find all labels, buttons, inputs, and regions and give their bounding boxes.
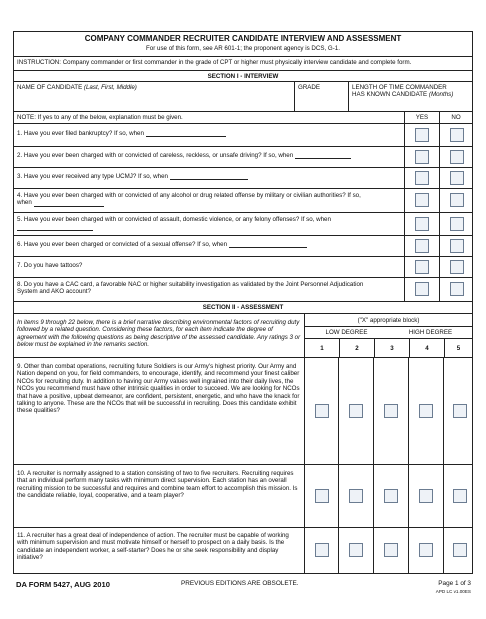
- section-1-heading: SECTION I - INTERVIEW: [14, 71, 472, 82]
- item-10-rating-3[interactable]: [384, 489, 398, 503]
- question-8-text: 8. Do you have a CAC card, a favorable NAC or higher suitability investigation as validated by the Joint Personnel Adjudication: [17, 281, 364, 288]
- question-row: [14, 168, 472, 189]
- question-2-yes-checkbox[interactable]: [415, 150, 429, 164]
- question-5-yes-checkbox[interactable]: [415, 217, 429, 231]
- question-3-yes-checkbox[interactable]: [415, 171, 429, 185]
- question-row: 4. Have you ever been charged with or convicted of any alcohol or drug related offense by military or civilian authorities? If so, when: [14, 189, 472, 213]
- question-2-when-field[interactable]: [295, 152, 351, 159]
- yes-header: YES: [404, 112, 439, 123]
- question-row: [14, 124, 472, 147]
- instruction-row: [14, 57, 472, 71]
- item-10-rating-1[interactable]: [315, 489, 329, 503]
- rating-scale-header: [304, 314, 472, 357]
- question-3-when-field[interactable]: [170, 173, 248, 180]
- x-note: ("X" appropriate block): [357, 317, 420, 324]
- question-2-no-checkbox[interactable]: [450, 150, 464, 164]
- apd-version: APD LC v1.00ES: [435, 589, 471, 594]
- form-id: DA FORM 5427, AUG 2010: [16, 580, 110, 589]
- question-row: 8. Do you have a CAC card, a favorable NAC or higher suitability investigation as validated by the Joint Personnel Adjudication System and AKO account?: [14, 278, 472, 302]
- item-10-rating-5[interactable]: [453, 489, 467, 503]
- assessment-header-row: [14, 314, 472, 358]
- grade-field[interactable]: GRADE: [294, 82, 348, 111]
- question-row: [14, 147, 472, 168]
- low-degree-label: LOW DEGREE: [325, 329, 368, 336]
- candidate-info-row: [14, 82, 472, 112]
- question-5-when-field[interactable]: [17, 224, 93, 231]
- question-8-yes-checkbox[interactable]: [415, 282, 429, 296]
- section-2-heading: SECTION II - ASSESSMENT: [14, 302, 472, 314]
- item-11-rating-3[interactable]: [384, 543, 398, 557]
- assessment-item-row: [14, 465, 472, 528]
- title-row: [14, 32, 472, 57]
- question-7-no-checkbox[interactable]: [450, 260, 464, 274]
- item-9-rating-2[interactable]: [349, 404, 363, 418]
- page-number: Page 1 of 3: [438, 580, 471, 587]
- item-11-rating-4[interactable]: [419, 543, 433, 557]
- question-row: [14, 213, 472, 236]
- assessment-intro: In items 9 through 22 below, there is a brief narrative describing environmental factors of recruiting duty followed by a related question. Considering these factors, for each item indicate the degree of agreement with the following questions as being descriptive of the assessed candidate. Any ratings 3 or below must be explained in the remarks section.: [17, 319, 301, 349]
- question-1-yes-checkbox[interactable]: [415, 128, 429, 142]
- item-9-text: 9. Other than combat operations, recruiting future Soldiers is our Army's highest priority. Our Army and Nation depend on you, for field commanders, to encourage, identify, and recommend your finest caliber NCOs for recruiting duty. In addition to having our Army values well ingrained into their daily lives, the NCOs you recommend must have other intrinsic qualities in order to succeed. We are looking for NCOs that have a positive, upbeat demeanor, are confident, persistent, energetic, and who have the knack for talking to anyone. These are the NCOs that will be successful in recruiting. Does this candidate exhibit these qualities?: [17, 363, 300, 415]
- question-6-text: 6. Have you ever been charged or convicted of a sexual offense? If so, when: [17, 241, 228, 248]
- question-3-text: 3. Have you ever received any type UCMJ? If so, when: [17, 173, 168, 180]
- item-11-rating-5[interactable]: [453, 543, 467, 557]
- question-4-no-checkbox[interactable]: [450, 193, 464, 207]
- item-9-rating-1[interactable]: [315, 404, 329, 418]
- assessment-item-row: [14, 358, 472, 465]
- no-header: NO: [439, 112, 472, 123]
- item-10-text: 10. A recruiter is normally assigned to a station consisting of two to five recruiters. Recruiting requires that an individual perform many tasks with minimum direct supervision. Each station has an overall recruiting mission to be successful and requires and combine team effort to accomplish this mission. Is the candidate reliable, loyal, cooperative, and a team player?: [17, 470, 298, 500]
- question-6-no-checkbox[interactable]: [450, 239, 464, 253]
- item-10-rating-2[interactable]: [349, 489, 363, 503]
- question-4-text: 4. Have you ever been charged with or convicted of any alcohol or drug related offense by military or civilian authorities? If so,: [17, 192, 361, 199]
- item-11-text: 11. A recruiter has a great deal of independence of action. The recruiter must be capable of working with minimum supervision and must motivate himself or herself to prospect on a daily basis. Is the candidate an independent worker, a self-starter? Does he or she seek responsibility and display initiative?: [17, 532, 289, 562]
- scale-3: 3: [390, 345, 394, 352]
- question-2-text: 2. Have you ever been charged with or convicted of careless, reckless, or unsafe driving? If so, when: [17, 152, 294, 159]
- form-frame: [13, 31, 473, 574]
- question-1-when-field[interactable]: [146, 130, 226, 137]
- question-8-no-checkbox[interactable]: [450, 282, 464, 296]
- scale-5: 5: [456, 345, 461, 352]
- assessment-item-row: [14, 528, 472, 573]
- scale-4: 4: [425, 345, 429, 352]
- form-subtitle: For use of this form, see AR 601-1; the proponent agency is DCS, G-1.: [146, 45, 340, 52]
- note-text: NOTE: If yes to any of the below, explanation must be given.: [17, 114, 183, 121]
- question-row: [14, 257, 472, 278]
- question-6-when-field[interactable]: [229, 241, 307, 248]
- item-11-rating-1[interactable]: [315, 543, 329, 557]
- item-9-rating-4[interactable]: [419, 404, 433, 418]
- question-4-yes-checkbox[interactable]: [415, 193, 429, 207]
- scale-2: 2: [355, 345, 359, 352]
- obsolete-notice: PREVIOUS EDITIONS ARE OBSOLETE.: [181, 580, 299, 587]
- question-4-when-field[interactable]: [34, 200, 104, 207]
- note-row: [14, 112, 472, 124]
- length-known-field[interactable]: LENGTH OF TIME COMMANDER HAS KNOWN CANDIDATE (Months): [348, 82, 472, 111]
- item-9-rating-3[interactable]: [384, 404, 398, 418]
- question-1-no-checkbox[interactable]: [450, 128, 464, 142]
- name-of-candidate-field[interactable]: NAME OF CANDIDATE (Last, First, Middle): [17, 84, 137, 91]
- question-5-no-checkbox[interactable]: [450, 217, 464, 231]
- item-10-rating-4[interactable]: [419, 489, 433, 503]
- question-6-yes-checkbox[interactable]: [415, 239, 429, 253]
- question-3-no-checkbox[interactable]: [450, 171, 464, 185]
- question-7-yes-checkbox[interactable]: [415, 260, 429, 274]
- question-1-text: 1. Have you ever filed bankruptcy? If so, when: [17, 130, 144, 137]
- question-5-text: 5. Have you ever been charged with or convicted of assault, domestic violence, or any felony offenses? If so, when: [17, 216, 331, 223]
- scale-1: 1: [320, 345, 324, 352]
- form-title: COMPANY COMMANDER RECRUITER CANDIDATE INTERVIEW AND ASSESSMENT: [84, 34, 402, 43]
- item-9-rating-5[interactable]: [453, 404, 467, 418]
- high-degree-label: HIGH DEGREE: [408, 329, 453, 336]
- question-row: [14, 236, 472, 257]
- question-7-text: 7. Do you have tattoos?: [17, 262, 83, 269]
- item-11-rating-2[interactable]: [349, 543, 363, 557]
- instruction-text: INSTRUCTION: Company commander or first commander in the grade of CPT or higher must physically interview candidate and complete form.: [17, 59, 412, 66]
